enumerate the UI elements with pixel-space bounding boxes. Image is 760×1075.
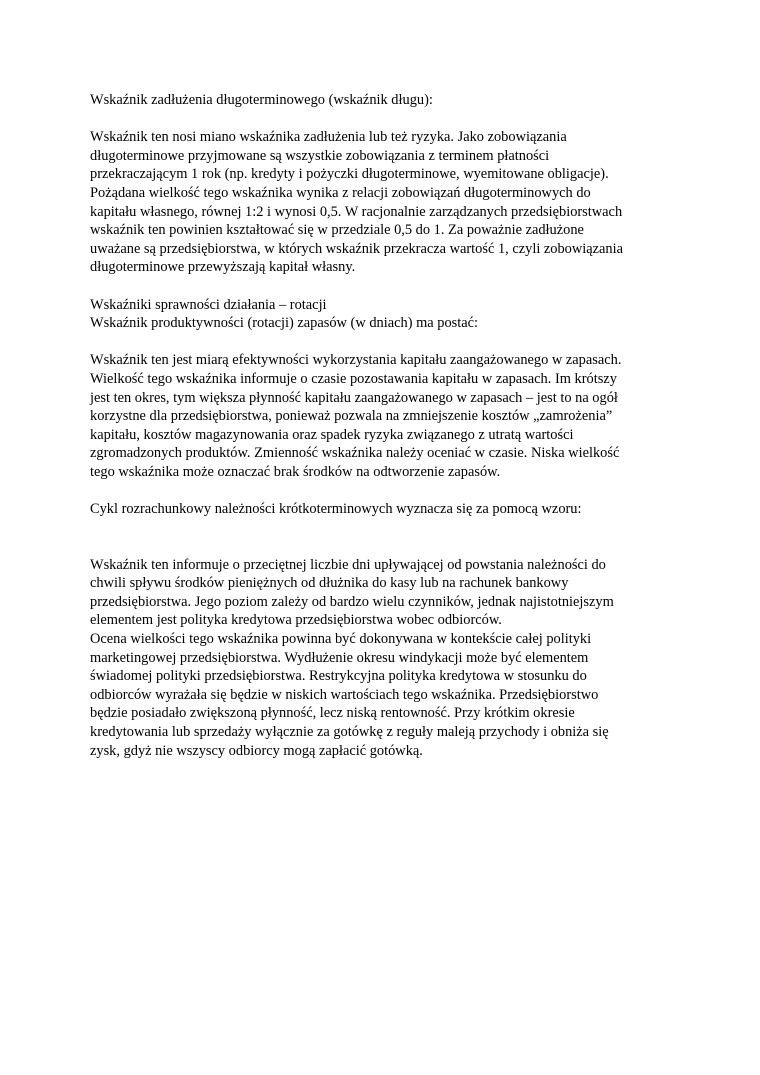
text-line: korzystne dla przedsiębiorstwa, ponieważ pozwala na zmniejszenie kosztów „zamrożenia” <box>90 408 613 425</box>
text-line: Wskaźnik ten jest miarą efektywności wykorzystania kapitału zaangażowanego w zapasach. <box>90 352 622 369</box>
text-line: długoterminowe przewyższają kapitał własny. <box>90 259 356 276</box>
text-line: marketingowej przedsiębiorstwa. Wydłużenie okresu windykacji może być elementem <box>90 649 589 666</box>
text-line: kredytowania lub sprzedaży wyłącznie za gotówkę z reguły maleją przychody i obniża się <box>90 724 609 740</box>
text-line: tego wskaźnika może oznaczać brak środków na odtworzenie zapasów. <box>90 463 501 480</box>
text-line: uważane są przedsiębiorstwa, w których wskaźnik przekracza wartość 1, czyli zobowiązania <box>90 240 624 257</box>
paragraph-receivables-cycle <box>90 556 690 761</box>
paragraph-debt-ratio <box>90 128 690 277</box>
text-line: Wielkość tego wskaźnika informuje o czasie pozostawania kapitału w zapasach. Im krótszy <box>90 370 617 387</box>
text-line: świadomej polityki przedsiębiorstwa. Restrykcyjna polityka kredytowa w stosunku do <box>90 668 587 685</box>
text-line: kapitału własnego, równej 1:2 i wynosi 0,5. W racjonalnie zarządzanych przedsiębiorstwach <box>90 203 623 220</box>
text-line: elementem jest polityka kredytowa przedsiębiorstwa wobec odbiorców. <box>90 612 502 629</box>
text-line: Wskaźnik ten nosi miano wskaźnika zadłużenia lub też ryzyka. Jako zobowiązania <box>90 129 567 146</box>
text-line: Ocena wielkości tego wskaźnika powinna być dokonywana w kontekście całej polityki <box>90 631 592 648</box>
text-line: długoterminowe przyjmowane są wszystkie zobowiązania z terminem płatności <box>90 147 550 164</box>
text-line: zysk, gdyż nie wszyscy odbiorcy mogą zapłacić gotówką. <box>90 742 423 759</box>
text-line: będzie posiadało zwiększoną płynność, lecz niską rentowność. Przy krótkim okresie <box>90 705 575 722</box>
text-line: Pożądana wielkość tego wskaźnika wynika z relacji zobowiązań długoterminowych do <box>90 184 591 201</box>
heading-inventory-turnover: Wskaźnik produktywności (rotacji) zapasów (w dniach) ma postać: <box>90 315 479 332</box>
text-line: zgromadzonych produktów. Zmienność wskaźnika należy oceniać w czasie. Niska wielkość <box>90 445 620 462</box>
text-line: odbiorców wyrażała się będzie w niskich wartościach tego wskaźnika. Przedsiębiorstwo <box>90 686 599 703</box>
text-line: przedsiębiorstwa. Jego poziom zależy od bardzo wielu czynników, jednak najistotniejszym <box>90 593 614 610</box>
heading-efficiency-ratios: Wskaźniki sprawności działania – rotacji <box>90 296 327 313</box>
text-line: Wskaźnik ten informuje o przeciętnej liczbie dni upływającej od powstania należności do <box>90 556 606 573</box>
text-line: chwili spływu środków pieniężnych od dłużnika do kasy lub na rachunek bankowy <box>90 575 569 592</box>
text-line: jest ten okres, tym większa płynność kapitału zaangażowanego w zapasach – jest to na ogół <box>90 389 618 406</box>
text-line: kapitału, kosztów magazynowania oraz spadek ryzyka związanego z utratą wartości <box>90 426 574 443</box>
paragraph-inventory-turnover <box>90 351 690 481</box>
document-body <box>90 91 690 760</box>
text-line: przekraczającym 1 rok (np. kredyty i pożyczki długoterminowe, wyemitowane obligacje). <box>90 166 609 183</box>
text-line: wskaźnik ten powinien kształtować się w przedziale 0,5 do 1. Za poważnie zadłużone <box>90 222 584 239</box>
heading-receivables-cycle: Cykl rozrachunkowy należności krótkoterminowych wyznacza się za pomocą wzoru: <box>90 501 582 518</box>
heading-debt-ratio: Wskaźnik zadłużenia długoterminowego (wskaźnik długu): <box>90 92 433 108</box>
